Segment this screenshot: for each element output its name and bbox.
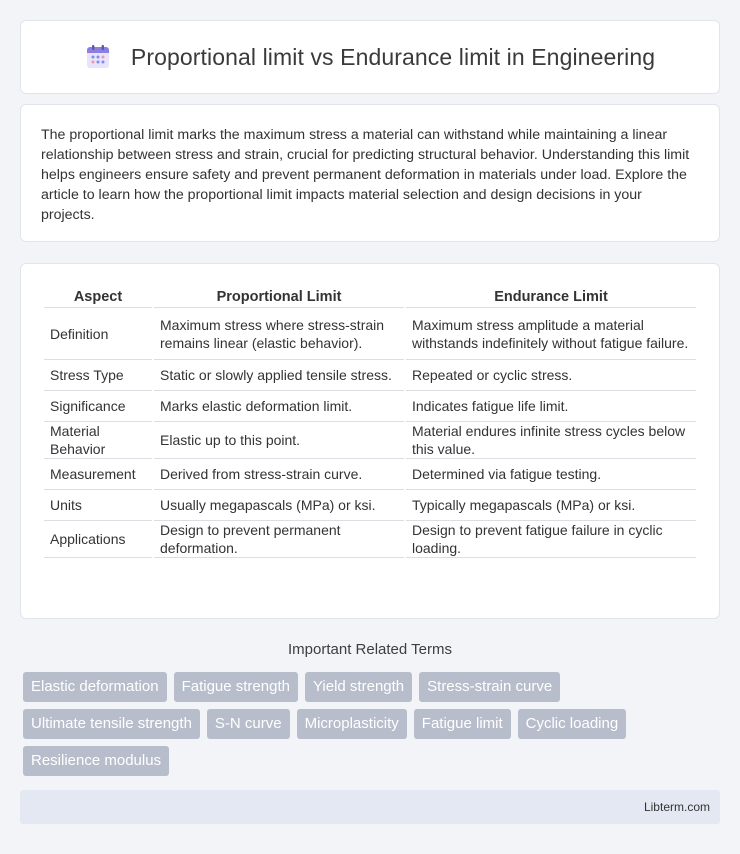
related-term-tag[interactable]: Fatigue strength — [174, 672, 298, 702]
calendar-icon — [85, 44, 111, 70]
footer-site-link[interactable]: Libterm.com — [643, 800, 710, 814]
column-header-aspect: Aspect — [44, 286, 152, 308]
related-term-tag[interactable]: Resilience modulus — [23, 746, 169, 776]
table-cell-proportional: Maximum stress where stress-strain remains linear (elastic behavior). — [154, 308, 404, 360]
table-row — [44, 391, 696, 422]
table-cell-proportional: Static or slowly applied tensile stress. — [154, 360, 404, 391]
table-row — [44, 308, 696, 360]
table-cell-proportional: Elastic up to this point. — [154, 422, 404, 459]
related-term-tag[interactable]: Elastic deformation — [23, 672, 167, 702]
table-cell-aspect: Definition — [44, 308, 152, 360]
table-row — [44, 360, 696, 391]
table-cell-proportional: Marks elastic deformation limit. — [154, 391, 404, 422]
page-title: Proportional limit vs Endurance limit in Engineering — [130, 43, 656, 70]
table-cell-proportional: Derived from stress-strain curve. — [154, 459, 404, 490]
related-terms-heading: Important Related Terms — [288, 641, 452, 658]
table-cell-endurance: Typically megapascals (MPa) or ksi. — [406, 490, 696, 521]
header-card — [20, 20, 720, 94]
column-header-proportional-limit: Proportional Limit — [154, 286, 404, 308]
table-cell-aspect: Material Behavior — [44, 422, 152, 459]
title-wrap — [85, 44, 655, 71]
table-cell-endurance: Indicates fatigue life limit. — [406, 391, 696, 422]
related-term-tag[interactable]: Microplasticity — [297, 709, 407, 739]
table-cell-aspect: Units — [44, 490, 152, 521]
table-cell-endurance: Repeated or cyclic stress. — [406, 360, 696, 391]
related-term-tag[interactable]: Cyclic loading — [518, 709, 627, 739]
table-cell-aspect: Measurement — [44, 459, 152, 490]
table-cell-endurance: Material endures infinite stress cycles below this value. — [406, 422, 696, 459]
column-header-endurance-limit: Endurance Limit — [406, 286, 696, 308]
table-cell-endurance: Determined via fatigue testing. — [406, 459, 696, 490]
table-row — [44, 422, 696, 459]
related-term-tag[interactable]: Fatigue limit — [414, 709, 511, 739]
related-term-tag[interactable]: S-N curve — [207, 709, 290, 739]
table-cell-proportional: Usually megapascals (MPa) or ksi. — [154, 490, 404, 521]
related-term-tag[interactable]: Yield strength — [305, 672, 412, 702]
comparison-table-card — [20, 263, 720, 619]
table-row — [44, 521, 696, 558]
table-header-row — [44, 286, 696, 308]
related-terms-list — [23, 672, 703, 776]
table-row — [44, 490, 696, 521]
intro-card — [20, 104, 720, 242]
table-row — [44, 459, 696, 490]
table-cell-aspect: Applications — [44, 521, 152, 558]
comparison-table — [42, 286, 698, 558]
footer — [20, 790, 720, 824]
related-term-tag[interactable]: Stress-strain curve — [419, 672, 560, 702]
table-cell-aspect: Stress Type — [44, 360, 152, 391]
intro-paragraph: The proportional limit marks the maximum stress a material can withstand while maintaining a linear relationship between stress and strain, crucial for predicting structural behavior. Understanding this limit helps engineers ensure safety and prevent permanent deformation in materials under load. Explore the article to learn how the proportional limit impacts material selection and design decisions in your projects. — [41, 127, 690, 223]
table-cell-aspect: Significance — [44, 391, 152, 422]
table-cell-proportional: Design to prevent permanent deformation. — [154, 521, 404, 558]
table-cell-endurance: Maximum stress amplitude a material withstands indefinitely without fatigue failure. — [406, 308, 696, 360]
related-term-tag[interactable]: Ultimate tensile strength — [23, 709, 200, 739]
table-cell-endurance: Design to prevent fatigue failure in cyclic loading. — [406, 521, 696, 558]
